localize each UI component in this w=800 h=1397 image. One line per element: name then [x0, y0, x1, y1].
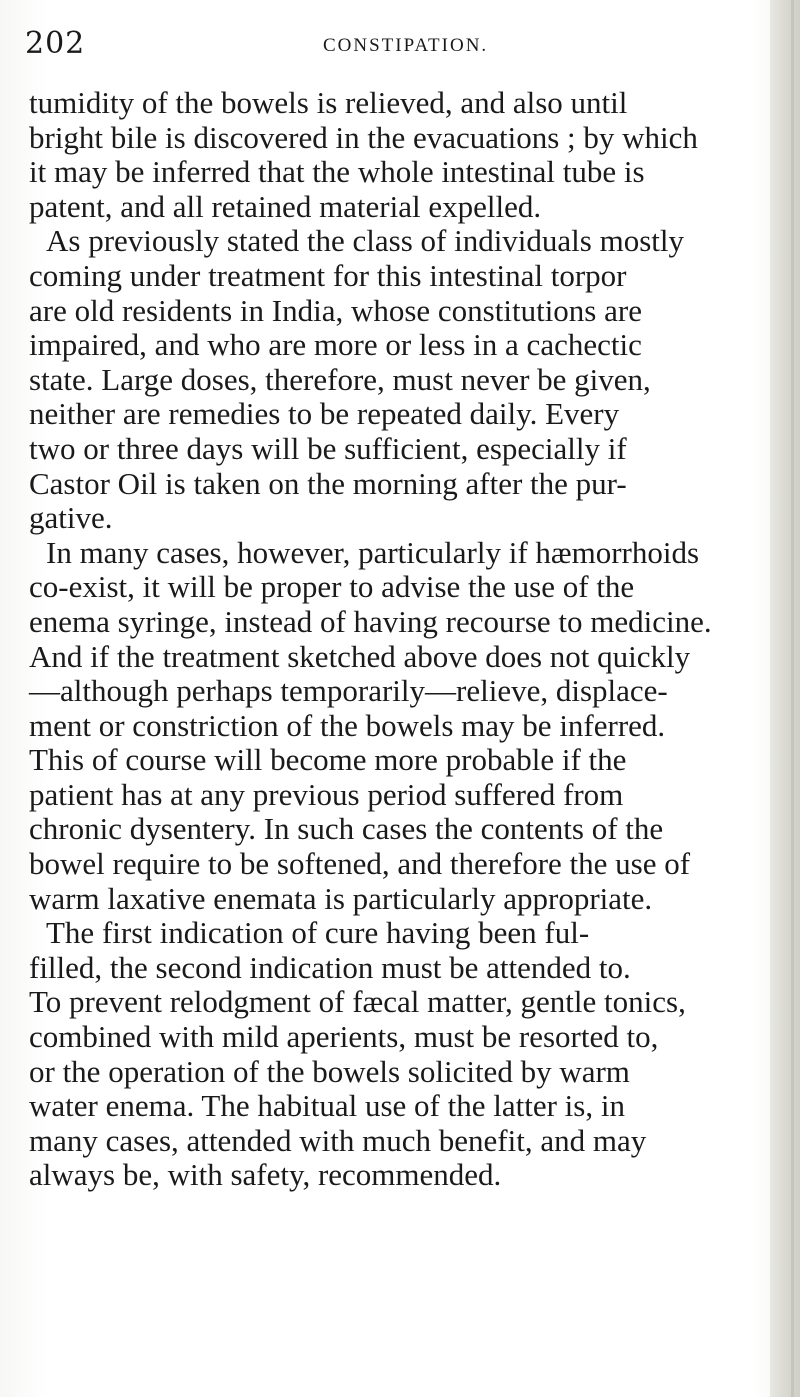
text-line: Castor Oil is taken on the morning after the pur- [29, 465, 627, 501]
text-line: many cases, attended with much benefit, and may [29, 1122, 647, 1158]
paragraph-start-line: In many cases, however, particularly if hæmorrhoids [46, 534, 700, 570]
page-number: 202 [25, 26, 86, 61]
text-line: coming under treatment for this intestinal torpor [29, 257, 627, 293]
text-line: impaired, and who are more or less in a cachectic [29, 327, 642, 363]
text-line: patent, and all retained material expelled. [29, 188, 542, 224]
text-line: it may be inferred that the whole intestinal tube is [29, 154, 645, 190]
text-line: are old residents in India, whose constitutions are [29, 292, 642, 328]
body-text [29, 86, 731, 1193]
text-line: bright bile is discovered in the evacuations ; by which [29, 119, 698, 155]
running-title: CONSTIPATION. [323, 35, 489, 56]
text-line: chronic dysentery. In such cases the contents of the [29, 811, 664, 847]
text-line: water enema. The habitual use of the latter is, in [29, 1088, 625, 1124]
page-binding-edge [770, 0, 800, 1397]
text-line: This of course will become more probable if the [29, 742, 627, 778]
text-line: To prevent relodgment of fæcal matter, gentle tonics, [29, 984, 686, 1020]
text-line: —although perhaps temporarily—relieve, displace- [29, 673, 668, 709]
text-line: neither are remedies to be repeated daily. Every [29, 396, 620, 432]
paragraph-start-line: As previously stated the class of individuals mostly [46, 223, 685, 259]
text-line: two or three days will be sufficient, especially if [29, 430, 627, 466]
text-line: co-exist, it will be proper to advise the use of the [29, 569, 635, 605]
text-line: ment or constriction of the bowels may be inferred. [29, 707, 666, 743]
text-line: state. Large doses, therefore, must never be given, [29, 361, 651, 397]
paragraph-start-line: The first indication of cure having been ful- [46, 915, 590, 951]
text-line: tumidity of the bowels is relieved, and also until [29, 85, 628, 120]
text-line: always be, with safety, recommended. [29, 1157, 502, 1193]
text-line: or the operation of the bowels solicited by warm [29, 1053, 630, 1089]
text-line: combined with mild aperients, must be resorted to, [29, 1019, 659, 1055]
running-head [25, 26, 745, 66]
text-line: gative. [29, 500, 113, 536]
text-line: filled, the second indication must be attended to. [29, 949, 631, 985]
text-line: enema syringe, instead of having recourse to medicine. [29, 603, 712, 639]
text-line: patient has at any previous period suffered from [29, 776, 624, 812]
text-line: And if the treatment sketched above does not quickly [29, 638, 691, 674]
binding-stripe [791, 0, 794, 1397]
text-line: warm laxative enemata is particularly appropriate. [29, 880, 653, 916]
text-line: bowel require to be softened, and therefore the use of [29, 846, 691, 882]
